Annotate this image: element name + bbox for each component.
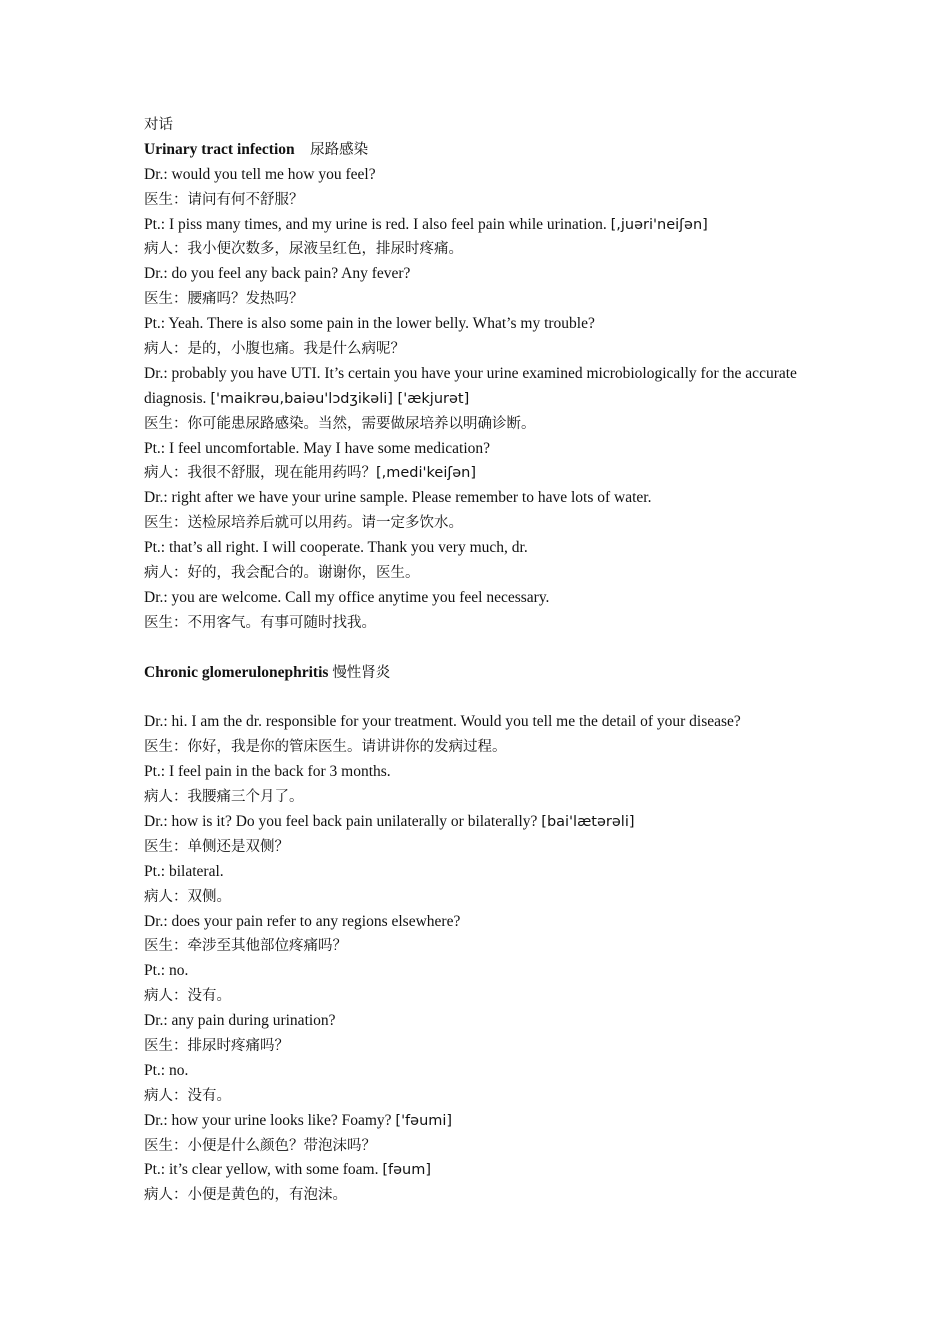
line-text-en: Dr.: probably you have UTI. It’s certain you have your urine examined microbiologically for the accurate diagnosis.	[144, 364, 797, 407]
dialogue-line-en	[144, 959, 824, 984]
section2-heading	[144, 661, 824, 686]
dialogue-line-en	[144, 860, 824, 885]
line-text-cn: 病人：没有。	[144, 988, 231, 1005]
phonetic-transcription: [fəum]	[382, 1162, 431, 1179]
dialogue-line-cn	[144, 1183, 824, 1208]
line-text-cn: 医生：送检尿培养后就可以用药。请一定多饮水。	[144, 515, 463, 532]
line-text-cn: 病人：好的，我会配合的。谢谢你，医生。	[144, 565, 420, 582]
line-text-cn: 病人：我小便次数多，尿液呈红色，排尿时疼痛。	[144, 241, 463, 258]
line-text-cn: 病人：我很不舒服，现在能用药吗？	[144, 465, 376, 482]
line-text-cn: 医生：排尿时疼痛吗？	[144, 1037, 289, 1054]
line-text-cn: 病人：没有。	[144, 1087, 231, 1104]
dialogue-line-cn	[144, 337, 824, 362]
line-text-en: Dr.: you are welcome. Call my office anytime you feel necessary.	[144, 588, 550, 606]
section1-heading	[144, 138, 824, 163]
dialogue-line-cn	[144, 237, 824, 262]
line-text-en: Pt.: bilateral.	[144, 862, 224, 880]
dialogue-line-cn	[144, 885, 824, 910]
section2-heading-cn: 慢性肾炎	[332, 664, 391, 681]
section2-dialogue	[144, 710, 824, 1208]
dialogue-line-cn	[144, 785, 824, 810]
dialogue-line-cn	[144, 287, 824, 312]
dialogue-line-cn	[144, 461, 824, 486]
dialogue-line-en	[144, 586, 824, 611]
line-text-cn: 病人：双侧。	[144, 888, 231, 905]
dialogue-line-en	[144, 213, 824, 238]
section1-heading-en: Urinary tract infection	[144, 140, 295, 158]
dialogue-line-cn	[144, 412, 824, 437]
line-text-en: Dr.: how is it? Do you feel back pain unilaterally or bilaterally?	[144, 812, 542, 830]
spacer	[144, 636, 824, 661]
line-text-en: Pt.: I piss many times, and my urine is red. I also feel pain while urination.	[144, 215, 611, 233]
dialogue-line-cn	[144, 984, 824, 1009]
line-text-cn: 病人：我腰痛三个月了。	[144, 789, 304, 806]
dialogue-line-cn	[144, 188, 824, 213]
section1-heading-cn: 尿路感染	[310, 141, 369, 158]
dialogue-line-en	[144, 910, 824, 935]
dialogue-line-cn	[144, 1084, 824, 1109]
line-text-en: Dr.: hi. I am the dr. responsible for your treatment. Would you tell me the detail of your disease?	[144, 713, 741, 731]
line-text-cn: 病人：小便是黄色的，有泡沫。	[144, 1187, 347, 1204]
dialogue-line-en	[144, 486, 824, 511]
spacer	[144, 686, 824, 711]
phonetic-transcription: [bai'lætərəli]	[541, 813, 635, 830]
document-body	[144, 113, 824, 1208]
line-text-en: Pt.: Yeah. There is also some pain in the lower belly. What’s my trouble?	[144, 315, 595, 333]
dialogue-line-cn	[144, 1034, 824, 1059]
dialogue-line-cn	[144, 561, 824, 586]
line-text-cn: 医生：小便是什么颜色？带泡沫吗？	[144, 1137, 376, 1154]
line-text-cn: 医生：不用客气。有事可随时找我。	[144, 614, 376, 631]
dialogue-line-en	[144, 362, 824, 412]
phonetic-transcription: [,juəri'neiʃən]	[610, 216, 708, 233]
dialogue-line-en	[144, 1109, 824, 1134]
dialogue-line-cn	[144, 835, 824, 860]
line-text-en: Dr.: would you tell me how you feel?	[144, 165, 376, 183]
dialogue-line-en	[144, 1009, 824, 1034]
dialogue-line-en	[144, 810, 824, 835]
dialogue-line-en	[144, 262, 824, 287]
dialogue-line-en	[144, 760, 824, 785]
line-text-en: Dr.: do you feel any back pain? Any fever?	[144, 265, 411, 283]
line-text-en: Dr.: any pain during urination?	[144, 1012, 336, 1030]
phonetic-transcription: ['fəumi]	[395, 1112, 453, 1129]
line-text-en: Pt.: it’s clear yellow, with some foam.	[144, 1161, 383, 1179]
dialogue-line-cn	[144, 1134, 824, 1159]
line-text-en: Dr.: does your pain refer to any regions elsewhere?	[144, 912, 461, 930]
line-text-cn: 医生：你好，我是你的管床医生。请讲讲你的发病过程。	[144, 739, 507, 756]
line-text-en: Dr.: right after we have your urine sample. Please remember to have lots of water.	[144, 489, 652, 507]
line-text-cn: 病人：是的，小腹也痛。我是什么病呢？	[144, 341, 405, 358]
line-text-en: Pt.: no.	[144, 1061, 189, 1079]
line-text-en: Pt.: no.	[144, 962, 189, 980]
dialogue-line-en	[144, 312, 824, 337]
line-text-en: Pt.: I feel uncomfortable. May I have some medication?	[144, 439, 491, 457]
line-text-en: Pt.: that’s all right. I will cooperate. Thank you very much, dr.	[144, 539, 528, 557]
dialogue-line-en	[144, 163, 824, 188]
line-text-en: Dr.: how your urine looks like? Foamy?	[144, 1111, 396, 1129]
section2-heading-en: Chronic glomerulonephritis	[144, 663, 329, 681]
dialogue-line-en	[144, 437, 824, 462]
dialogue-line-cn	[144, 934, 824, 959]
phonetic-transcription: [,medi'keiʃən]	[376, 465, 476, 482]
dialogue-line-cn	[144, 611, 824, 636]
section1-dialogue	[144, 163, 824, 636]
line-text-cn: 医生：请问有何不舒服？	[144, 191, 304, 208]
dialogue-line-cn	[144, 511, 824, 536]
dialogue-line-en	[144, 710, 824, 735]
dialogue-line-en	[144, 536, 824, 561]
dialogue-line-en	[144, 1158, 824, 1183]
line-text-cn: 医生：腰痛吗？发热吗？	[144, 291, 304, 308]
line-text-en: Pt.: I feel pain in the back for 3 months.	[144, 763, 391, 781]
dialogue-line-en	[144, 1059, 824, 1084]
line-text-cn: 医生：你可能患尿路感染。当然，需要做尿培养以明确诊断。	[144, 415, 536, 432]
line-text-cn: 医生：单侧还是双侧？	[144, 838, 289, 855]
dialogue-line-cn	[144, 735, 824, 760]
doc-title: 对话	[144, 117, 173, 133]
phonetic-transcription: ['maikrəu,baiəu'lɔdʒikəli] ['ækjurət]	[210, 390, 470, 407]
line-text-cn: 医生：牵涉至其他部位疼痛吗？	[144, 938, 347, 955]
